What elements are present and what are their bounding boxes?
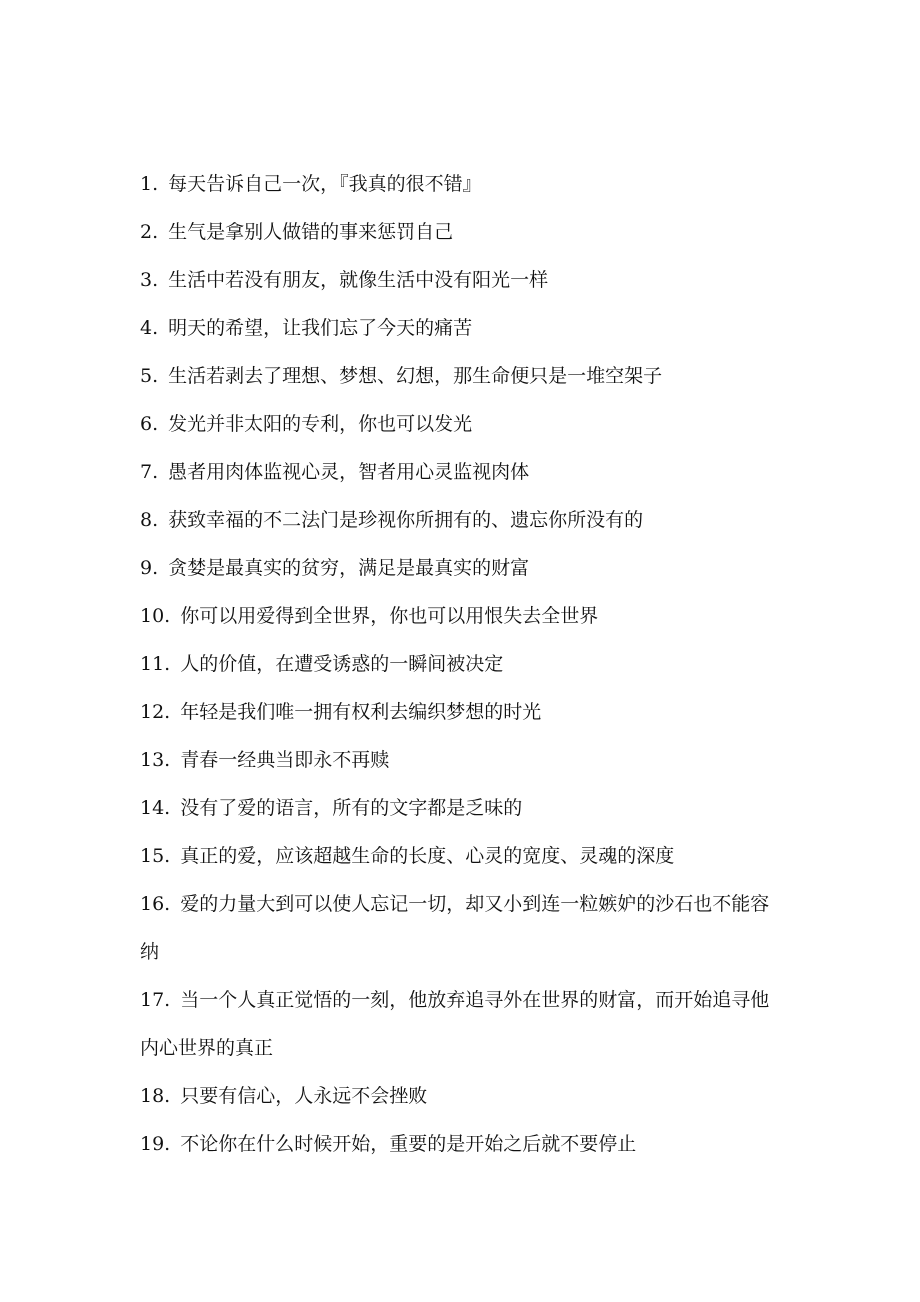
item-number: 4.: [140, 317, 159, 339]
list-item: [140, 880, 780, 976]
item-text: 青春一经典当即永不再赎: [180, 749, 390, 771]
list-item: [140, 592, 780, 640]
item-number: 17.: [140, 989, 171, 1011]
item-text: 发光并非太阳的专利，你也可以发光: [168, 413, 473, 435]
list-item: [140, 496, 780, 544]
item-text: 只要有信心，人永远不会挫败: [180, 1085, 428, 1107]
item-text: 每天告诉自己一次，『我真的很不错』: [168, 173, 482, 195]
list-item: [140, 976, 780, 1072]
list-item: [140, 160, 780, 208]
item-number: 10.: [140, 605, 171, 627]
list-item: [140, 1120, 780, 1168]
list-item: [140, 352, 780, 400]
item-number: 11.: [140, 653, 171, 675]
item-text: 生活若剥去了理想、梦想、幻想，那生命便只是一堆空架子: [168, 365, 663, 387]
item-number: 3.: [140, 269, 159, 291]
item-number: 9.: [140, 557, 159, 579]
item-text: 愚者用肉体监视心灵，智者用心灵监视肉体: [168, 461, 530, 483]
item-text: 获致幸福的不二法门是珍视你所拥有的、遗忘你所没有的: [168, 509, 644, 531]
list-item: [140, 304, 780, 352]
item-text: 不论你在什么时候开始，重要的是开始之后就不要停止: [180, 1133, 637, 1155]
list-item: [140, 544, 780, 592]
item-number: 8.: [140, 509, 159, 531]
item-number: 2.: [140, 221, 159, 243]
item-number: 1.: [140, 173, 159, 195]
list-item: [140, 256, 780, 304]
item-text: 真正的爱，应该超越生命的长度、心灵的宽度、灵魂的深度: [180, 845, 675, 867]
list-item: [140, 1072, 780, 1120]
item-text: 爱的力量大到可以使人忘记一切，却又小到连一粒嫉妒的沙石也不能容纳: [140, 893, 770, 963]
list-item: [140, 832, 780, 880]
quote-list: [140, 160, 780, 1168]
item-number: 5.: [140, 365, 159, 387]
list-item: [140, 448, 780, 496]
item-number: 15.: [140, 845, 171, 867]
item-text: 当一个人真正觉悟的一刻，他放弃追寻外在世界的财富，而开始追寻他内心世界的真正: [140, 989, 770, 1059]
item-text: 贪婪是最真实的贫穷，满足是最真实的财富: [168, 557, 530, 579]
item-text: 生活中若没有朋友，就像生活中没有阳光一样: [168, 269, 549, 291]
item-number: 14.: [140, 797, 171, 819]
list-item: [140, 736, 780, 784]
item-text: 年轻是我们唯一拥有权利去编织梦想的时光: [180, 701, 542, 723]
list-item: [140, 400, 780, 448]
item-text: 明天的希望，让我们忘了今天的痛苦: [168, 317, 473, 339]
list-item: [140, 784, 780, 832]
list-item: [140, 208, 780, 256]
item-number: 7.: [140, 461, 159, 483]
item-number: 16.: [140, 893, 171, 915]
item-text: 人的价值，在遭受诱惑的一瞬间被决定: [180, 653, 504, 675]
item-number: 18.: [140, 1085, 171, 1107]
item-number: 12.: [140, 701, 171, 723]
item-text: 生气是拿别人做错的事来惩罚自己: [168, 221, 454, 243]
list-item: [140, 688, 780, 736]
item-number: 19.: [140, 1133, 171, 1155]
list-item: [140, 640, 780, 688]
item-text: 没有了爱的语言，所有的文字都是乏味的: [180, 797, 523, 819]
item-number: 13.: [140, 749, 171, 771]
item-text: 你可以用爱得到全世界，你也可以用恨失去全世界: [180, 605, 599, 627]
item-number: 6.: [140, 413, 159, 435]
